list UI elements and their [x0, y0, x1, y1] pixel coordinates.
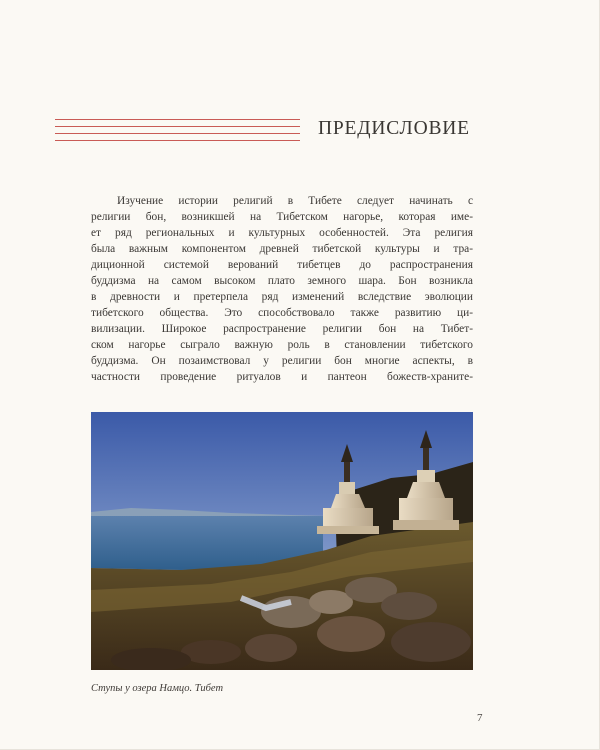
body-line: Изучение истории религий в Тибете следует начинать с — [117, 195, 473, 207]
header-rule — [55, 133, 300, 134]
body-line: вилизации. Широкое распространение религии бон на Тибет- — [91, 323, 473, 335]
body-line: в древности и претерпела ряд изменений вследствие эволюции — [91, 291, 473, 303]
body-line: ском нагорье сыграло важную роль в становлении тибетского — [91, 339, 473, 351]
body-line: частности проведение ритуалов и пантеон божеств-храните- — [91, 371, 473, 383]
body-line: была важным компонентом древней тибетской культуры и тра- — [91, 243, 473, 255]
body-line: тибетского общества. Это способствовало также развитию ци- — [91, 307, 473, 319]
body-line: буддизма на самом высоком плато земного шара. Бон возникла — [91, 275, 473, 287]
photo-caption: Ступы у озера Намцо. Тибет — [91, 683, 224, 694]
body-line: религии бон, возникшей на Тибетском нагорье, которая име- — [91, 211, 473, 223]
header-rule — [55, 119, 300, 120]
body-line: буддизма. Он позаимствовал у религии бон многие аспекты, в — [91, 355, 473, 367]
header-rule — [55, 140, 300, 141]
body-line: диционной системой верований тибетцев до распространения — [91, 259, 473, 271]
page-number: 7 — [477, 712, 483, 724]
stupas-lake-photo — [91, 412, 473, 670]
body-line: ет ряд региональных и культурных особенностей. Эта религия — [91, 227, 473, 239]
chapter-header-rules — [55, 119, 300, 141]
chapter-title: ПРЕДИСЛОВИЕ — [318, 118, 470, 139]
body-paragraph — [91, 193, 473, 385]
header-rule — [55, 126, 300, 127]
